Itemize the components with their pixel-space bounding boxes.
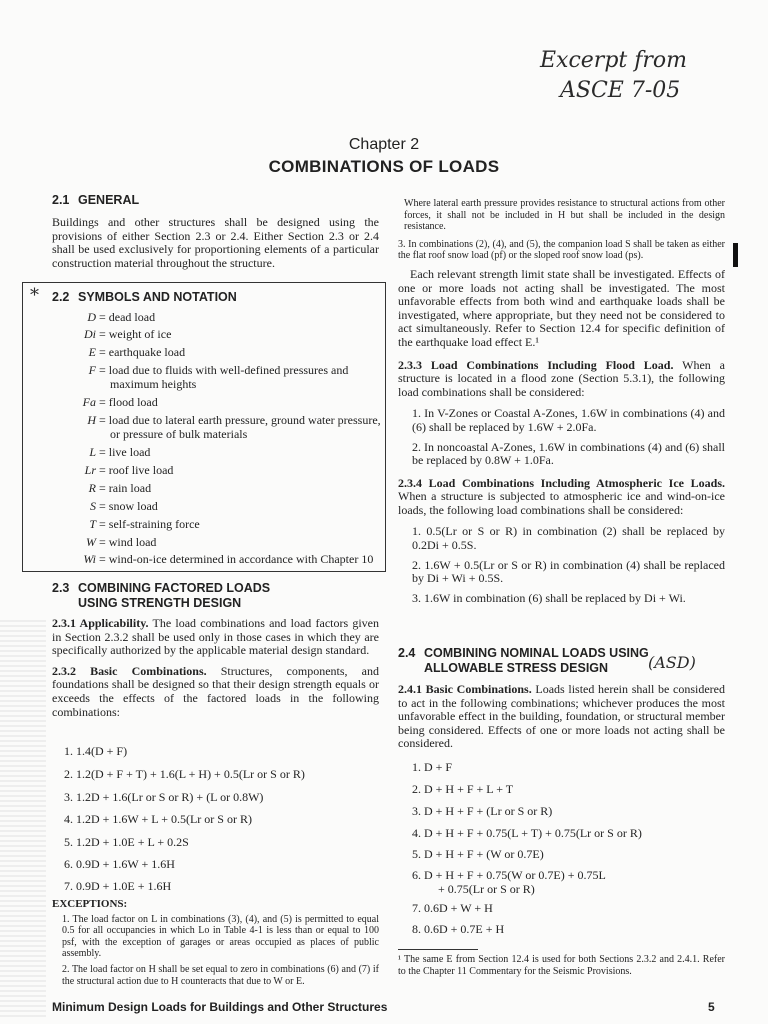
para-heading: 2.3.1 Applicability. xyxy=(52,616,149,630)
asd-combo-item-continued: + 0.75(Lr or S or R) xyxy=(438,882,535,896)
section-2-1-heading xyxy=(52,193,379,208)
para-2-3-1 xyxy=(52,617,379,658)
para-text: Structures, components, and foundations shall be designed so that their design strength equals or exceeds the effects of the factored loads in the following combinations: xyxy=(52,663,379,719)
asd-combo-item: 1. D + F xyxy=(412,760,453,774)
symbol-def: = weight of ice xyxy=(99,327,172,341)
symbol-row xyxy=(50,463,173,478)
exceptions xyxy=(52,898,379,987)
section-title-line2: ALLOWABLE STRESS DESIGN xyxy=(424,661,609,675)
combo-item: 4. 1.2D + 1.6W + L + 0.5(Lr or S or R) xyxy=(64,812,252,826)
para-heading: 2.3.3 Load Combinations Including Flood Load. xyxy=(398,357,674,372)
symbol-row xyxy=(50,363,348,378)
section-2-3-heading xyxy=(52,581,379,611)
symbol-def: = live load xyxy=(99,445,151,459)
section-title: GENERAL xyxy=(78,193,140,207)
para-2-4-1 xyxy=(398,683,725,751)
symbol-row xyxy=(50,535,156,550)
para-text: The load combinations and load factors given in Section 2.3.2 shall be used only in those cases in which they are specifically authorized by the applicable material design standard. xyxy=(52,616,379,658)
symbol: D xyxy=(87,310,96,324)
section-number: 2.2 xyxy=(52,290,70,304)
section-2-4 xyxy=(398,646,725,751)
para-heading: 2.3.2 Basic Combinations. xyxy=(52,663,207,678)
handwritten-note-excerpt: Excerpt from xyxy=(540,48,688,73)
section-title: COMBINING NOMINAL LOADS USING xyxy=(424,646,649,660)
symbol-def: = flood load xyxy=(99,395,158,409)
symbol: T xyxy=(89,517,96,531)
section-number: 2.3 xyxy=(52,581,70,595)
asd-combo-item: 3. D + H + F + (Lr or S or R) xyxy=(412,804,553,818)
symbol-row xyxy=(50,345,185,360)
section-number: 2.1 xyxy=(52,193,70,207)
combo-item: 3. 1.2D + 1.6(Lr or S or R) + (L or 0.8W) xyxy=(64,790,264,804)
asd-combo-item: 2. D + H + F + L + T xyxy=(412,782,514,796)
ice-item-3: 3. 1.6W in combination (6) shall be replaced by Di + Wi. xyxy=(412,590,686,605)
symbol: L xyxy=(89,445,96,459)
asd-combo-item: 7. 0.6D + W + H xyxy=(412,901,493,915)
symbol-row xyxy=(50,552,373,567)
handwritten-star-mark: * xyxy=(30,285,39,306)
symbol-def: = rain load xyxy=(99,481,152,495)
symbol: F xyxy=(88,363,96,377)
symbol-row xyxy=(50,413,381,428)
symbol-def: = load due to lateral earth pressure, ground water pressure, xyxy=(99,413,381,427)
symbol-def: = wind-on-ice determined in accordance with Chapter 10 xyxy=(99,552,374,566)
chapter-title: COMBINATIONS OF LOADS xyxy=(268,157,500,176)
symbol-def: = wind load xyxy=(99,535,157,549)
running-footer: Minimum Design Loads for Buildings and Other Structures xyxy=(52,1000,388,1014)
combo-item: 1. 1.4(D + F) xyxy=(64,744,128,758)
symbol: Fa xyxy=(82,395,96,409)
section-2-4-heading xyxy=(398,646,725,676)
symbol-row xyxy=(50,445,150,460)
combo-item: 6. 0.9D + 1.6W + 1.6H xyxy=(64,857,175,871)
footnote-text: ¹ The same E from Section 12.4 is used for both Sections 2.3.2 and 2.4.1. Refer to the Chapter 11 Commentary for the Seismic Provisions. xyxy=(398,954,725,977)
para-text: Loads listed herein shall be considered to act in the following combinations; whichever produces the most unfavorable effect in the building, foundation, or structural member being considered. Effects of one or more loads not acting shall be considered. xyxy=(398,682,725,751)
asd-combo-item: 4. D + H + F + 0.75(L + T) + 0.75(Lr or S or R) xyxy=(412,826,642,840)
para-2-3-2 xyxy=(52,665,379,719)
symbol-def-continued: maximum heights xyxy=(110,377,197,391)
ice-item-1: 1. 0.5(Lr or S or R) in combination (2) shall be replaced by 0.2Di + 0.5S. xyxy=(412,524,725,553)
symbol-def: = self-straining force xyxy=(99,517,200,531)
asd-combo-item: 6. D + H + F + 0.75(W or 0.7E) + 0.75L xyxy=(412,868,606,882)
symbol: S xyxy=(90,499,96,513)
exception-2: 2. The load factor on H shall be set equal to zero in combinations (6) and (7) if the structural action due to H counteracts that due to W or E. xyxy=(62,963,379,987)
page-number: 5 xyxy=(708,1000,715,1014)
symbol-row xyxy=(50,499,158,514)
asd-combo-item: 5. D + H + F + (W or 0.7E) xyxy=(412,847,544,861)
handwritten-note-asce: ASCE 7-05 xyxy=(560,78,681,103)
margin-marker xyxy=(733,243,738,267)
section-2-3 xyxy=(52,581,379,719)
flood-item-2: 2. In noncoastal A-Zones, 1.6W in combinations (4) and (6) shall be replaced by 0.8W + 1.0Fa. xyxy=(412,439,725,468)
section-title: SYMBOLS AND NOTATION xyxy=(78,290,237,304)
ice-item-2: 2. 1.6W + 0.5(Lr or S or R) in combination (4) shall be replaced by Di + Wi + 0.5S. xyxy=(412,557,725,586)
symbol: Lr xyxy=(84,463,96,477)
para-heading: 2.4.1 Basic Combinations. xyxy=(398,682,532,696)
para-text: When a structure is located in a flood zone (Section 5.3.1), the following load combinations shall be considered: xyxy=(398,357,725,399)
symbol-def: = earthquake load xyxy=(99,345,186,359)
handwritten-asd-mark: (ASD) xyxy=(648,653,696,672)
strength-limit-paragraph: Each relevant strength limit state shall be investigated. Effects of one or more loads not acting shall be investigated. The most unfavorable effects from both wind and earthquake loads shall be investigated, where appropriate, but they need not be considered to act simultaneously. Refer to Section 12.4 for specific definition of the earthquake load effect E.¹ xyxy=(398,266,725,349)
lateral-note: Where lateral earth pressure provides resistance to structural actions from other forces, it shall not be included in H but shall be included in the design resistance. xyxy=(404,198,725,233)
para-2-3-3 xyxy=(398,359,725,400)
para-heading: 2.3.4 Load Combinations Including Atmospheric Ice Loads. xyxy=(398,475,725,490)
symbol: Di xyxy=(84,327,96,341)
right-column-top xyxy=(398,198,725,605)
symbol-def: = load due to fluids with well-defined pressures and xyxy=(99,363,349,377)
scan-edge-shading xyxy=(0,620,46,1020)
symbol-def-continued: or pressure of bulk materials xyxy=(110,427,248,441)
symbol-row xyxy=(50,395,158,410)
para-2-3-4 xyxy=(398,477,725,518)
symbol-row xyxy=(50,310,155,325)
section-2-1 xyxy=(52,193,379,270)
symbol-def: = snow load xyxy=(99,499,158,513)
footnote-rule xyxy=(398,949,478,950)
symbol-def: = roof live load xyxy=(99,463,174,477)
asd-combo-item: 8. 0.6D + 0.7E + H xyxy=(412,922,505,936)
section-title: COMBINING FACTORED LOADS xyxy=(78,581,271,595)
exceptions-heading: EXCEPTIONS: xyxy=(52,898,128,910)
symbol-row xyxy=(50,327,171,342)
symbol: W xyxy=(86,535,96,549)
combo-item: 2. 1.2(D + F + T) + 1.6(L + H) + 0.5(Lr or S or R) xyxy=(64,767,305,781)
section-2-1-body: Buildings and other structures shall be designed using the provisions of either Section 2.3 or 2.4. Either Section 2.3 or 2.4 shall be used exclusively for proportioning elements of a particular construction material throughout the structure. xyxy=(52,215,379,270)
exception-1: 1. The load factor on L in combinations (3), (4), and (5) is permitted to equal 0.5 for all occupancies in which Lo in Table 4-1 is less than or equal to 100 psf, with the exception of garages or areas occupied as places of public assembly. xyxy=(62,913,379,960)
combo-item: 5. 1.2D + 1.0E + L + 0.2S xyxy=(64,835,189,849)
section-title-line2: USING STRENGTH DESIGN xyxy=(78,596,242,610)
symbol-row xyxy=(50,481,151,496)
exception-3: 3. In combinations (2), (4), and (5), the companion load S shall be taken as either the flat roof snow load (pf) or the sloped roof snow load (ps). xyxy=(398,238,725,262)
symbol-def: = dead load xyxy=(99,310,156,324)
symbol: E xyxy=(88,345,96,359)
symbol: R xyxy=(88,481,96,495)
chapter-label: Chapter 2 xyxy=(348,136,420,153)
section-2-2-heading xyxy=(52,290,379,305)
symbol: Wi xyxy=(83,552,96,566)
section-number: 2.4 xyxy=(398,646,416,660)
symbol-row xyxy=(50,517,200,532)
combo-item: 7. 0.9D + 1.0E + 1.6H xyxy=(64,879,172,893)
footnote xyxy=(398,954,725,977)
symbol: H xyxy=(87,413,96,427)
flood-item-1: 1. In V-Zones or Coastal A-Zones, 1.6W in combinations (4) and (6) shall be replaced by 1.6W + 2.0Fa. xyxy=(412,406,725,434)
para-text: When a structure is subjected to atmospheric ice and wind-on-ice loads, the following load combinations shall be considered: xyxy=(398,489,725,517)
